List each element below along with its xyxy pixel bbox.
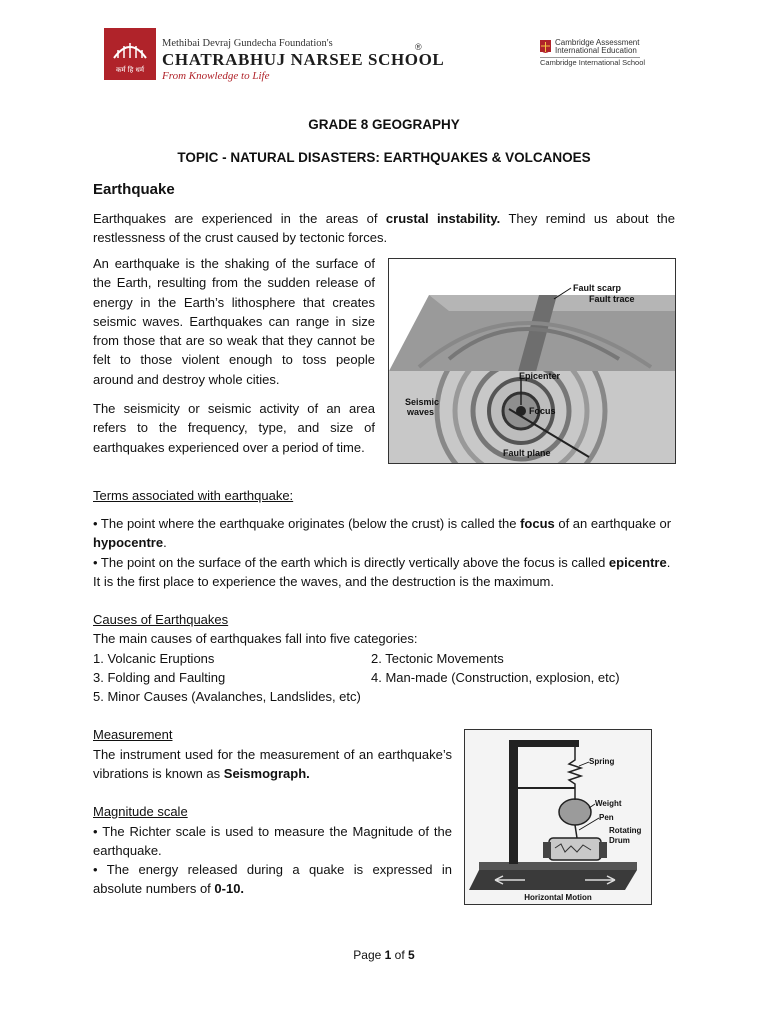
footer-of-word: of	[391, 948, 409, 962]
seismograph-frame	[509, 740, 518, 864]
terms-heading: Terms associated with earthquake:	[93, 488, 294, 503]
cause-item: 3. Folding and Faulting	[93, 670, 226, 685]
cambridge-shield-icon	[540, 40, 551, 52]
causes-heading: Causes of Earthquakes	[93, 612, 229, 627]
magnitude-range-bold: 0-10.	[214, 881, 245, 897]
label-horizontal-motion: Horizontal Motion	[524, 893, 592, 902]
label-waves: waves	[407, 407, 435, 417]
section-heading: Earthquake	[93, 181, 175, 198]
label-drum: Drum	[609, 836, 630, 845]
intro-bold: crustal instability.	[385, 211, 501, 226]
pen	[575, 825, 577, 838]
school-logo	[104, 28, 156, 80]
term-focus	[93, 514, 678, 553]
measurement-text: The instrument used for the measurement of an earthquake’s vibrations is known as	[93, 747, 452, 782]
seismograph-bold: Seismograph.	[223, 766, 310, 782]
measurement-paragraph	[93, 745, 452, 784]
definition-paragraph: An earthquake is the shaking of the surface of the Earth, resulting from the sudden release of energy in the Earth’s lithosphere that creates seismic waves. Earthquakes can range in size from those that are so weak that they cannot be felt to those violent enough to toss people around and destroy whole cities.	[93, 256, 375, 387]
topic-title: TOPIC - NATURAL DISASTERS: EARTHQUAKES & VOLCANOES	[177, 150, 591, 165]
footer-page-total: 5	[408, 948, 415, 962]
term-epicentre-text: • The point on the surface of the earth which is directly vertically above the focus is called	[93, 555, 609, 570]
cause-item: 4. Man-made (Construction, explosion, etc)	[371, 670, 620, 685]
label-weight: Weight	[595, 799, 622, 808]
magnitude-bullet-2	[93, 860, 452, 899]
intro-text-end: They remind us about the restlessness of the crust caused by tectonic forces.	[93, 211, 675, 246]
registered-mark: ®	[415, 42, 422, 52]
term-epicentre-end: . It is the first place to experience the waves, and the destruction is the maximum.	[93, 555, 671, 590]
measurement-heading: Measurement	[93, 727, 173, 742]
cambridge-line-3: Cambridge International School	[540, 58, 646, 67]
term-focus-mid: of an earthquake or	[554, 516, 672, 531]
school-name: CHATRABHUJ NARSEE SCHOOL	[162, 50, 445, 69]
seismicity-paragraph: The seismicity or seismic activity of an area refers to the frequency, type, and size of earthquakes experienced over a period of time.	[93, 401, 375, 455]
school-logo-emblem-icon	[104, 28, 156, 80]
cambridge-line-1: Cambridge Assessment	[555, 38, 640, 47]
label-focus: Focus	[529, 406, 556, 416]
term-epicentre	[93, 553, 678, 592]
term-focus-bold: focus	[520, 516, 555, 531]
seismograph-diagram	[464, 729, 652, 905]
magnitude-text: • The energy released during a quake is expressed in absolute numbers of	[93, 862, 452, 897]
cause-item: 1. Volcanic Eruptions	[93, 651, 215, 666]
magnitude-bullet-1: • The Richter scale is used to measure the Magnitude of the earthquake.	[93, 824, 452, 859]
label-spring: Spring	[589, 757, 615, 766]
cambridge-line-2: International Education	[555, 46, 637, 55]
footer-page-word: Page	[353, 948, 385, 962]
term-focus-text: • The point where the earthquake originates (below the crust) is called the	[93, 516, 521, 531]
label-fault-scarp: Fault scarp	[573, 283, 622, 293]
magnitude-heading: Magnitude scale	[93, 804, 188, 819]
school-tagline: From Knowledge to Life	[162, 70, 270, 82]
cause-item: 5. Minor Causes (Avalanches, Landslides, etc)	[93, 689, 361, 704]
term-epicentre-bold: epicentre	[608, 555, 667, 570]
label-fault-trace: Fault trace	[589, 294, 635, 304]
term-hypocentre-bold: hypocentre	[93, 535, 164, 551]
weight	[559, 799, 591, 825]
intro-paragraph	[93, 209, 675, 248]
footer-page-number: 1	[384, 948, 392, 962]
label-pen: Pen	[599, 813, 614, 822]
earthquake-diagram	[388, 258, 676, 464]
cause-item: 2. Tectonic Movements	[371, 651, 504, 666]
page-footer	[0, 948, 768, 962]
rotating-drum	[549, 838, 601, 860]
label-rotating: Rotating	[609, 826, 642, 835]
label-seismic: Seismic	[405, 397, 440, 407]
causes-intro: The main causes of earthquakes fall into five categories:	[93, 631, 418, 646]
foundation-name: Methibai Devraj Gundecha Foundation's	[162, 38, 333, 49]
label-epicenter: Epicenter	[519, 371, 561, 381]
label-fault-plane: Fault plane	[503, 448, 551, 458]
intro-text: Earthquakes are experienced in the areas of	[93, 211, 386, 226]
spring	[569, 747, 581, 792]
page-title: GRADE 8 GEOGRAPHY	[308, 117, 460, 132]
logo-motto: कर्म हि धर्म	[115, 66, 145, 74]
term-focus-end: .	[163, 535, 167, 551]
